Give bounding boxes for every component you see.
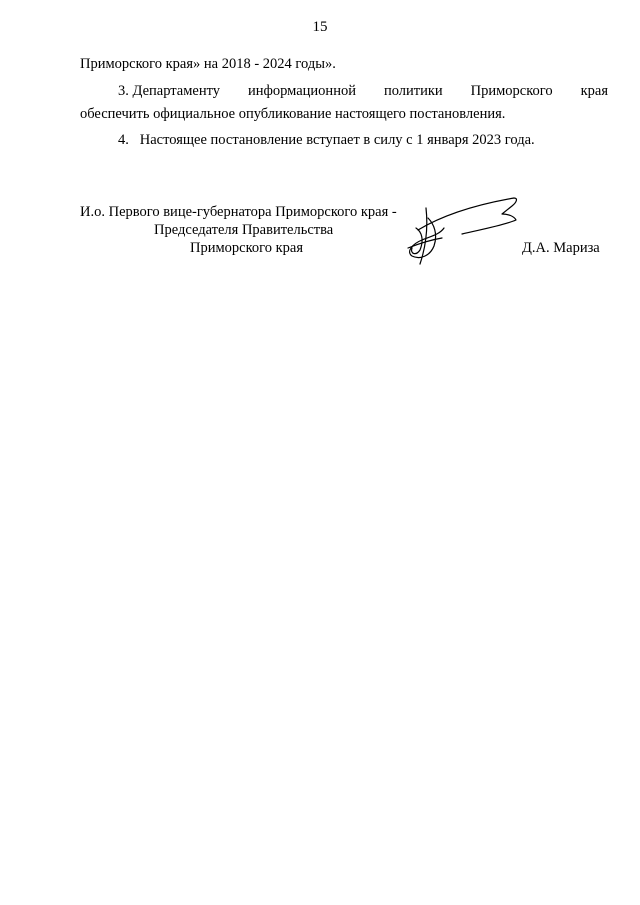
item-4-text: Настоящее постановление вступает в силу с 1 января 2023 года.	[139, 132, 535, 148]
paragraph-item-3-line-1	[118, 82, 608, 100]
paragraph-continuation: Приморского края» на 2018 - 2024 годы».	[80, 56, 336, 72]
signatory-position-line-3: Приморского края	[190, 240, 304, 256]
item-3-word-2: информационной	[247, 83, 356, 99]
page-number: 15	[312, 19, 328, 35]
signatory-name: Д.А. Мариза	[522, 240, 600, 256]
signature-stroke-upper	[418, 198, 516, 234]
item-4-number: 4.	[118, 132, 129, 148]
paragraph-item-3-line-2: обеспечить официальное опубликование настоящего постановления.	[80, 106, 506, 122]
paragraph-item-4	[118, 131, 535, 149]
handwritten-signature-icon	[398, 190, 522, 268]
item-3-word-3: политики	[383, 83, 443, 99]
item-3-number-and-word-1: 3. Департаменту	[118, 83, 220, 99]
signatory-position-line-1: И.о. Первого вице-губернатора Приморского края -	[80, 204, 397, 220]
signatory-position-line-2: Председателя Правительства	[154, 222, 334, 238]
item-3-word-4: Приморского	[470, 83, 553, 99]
item-3-word-5: края	[580, 83, 608, 99]
